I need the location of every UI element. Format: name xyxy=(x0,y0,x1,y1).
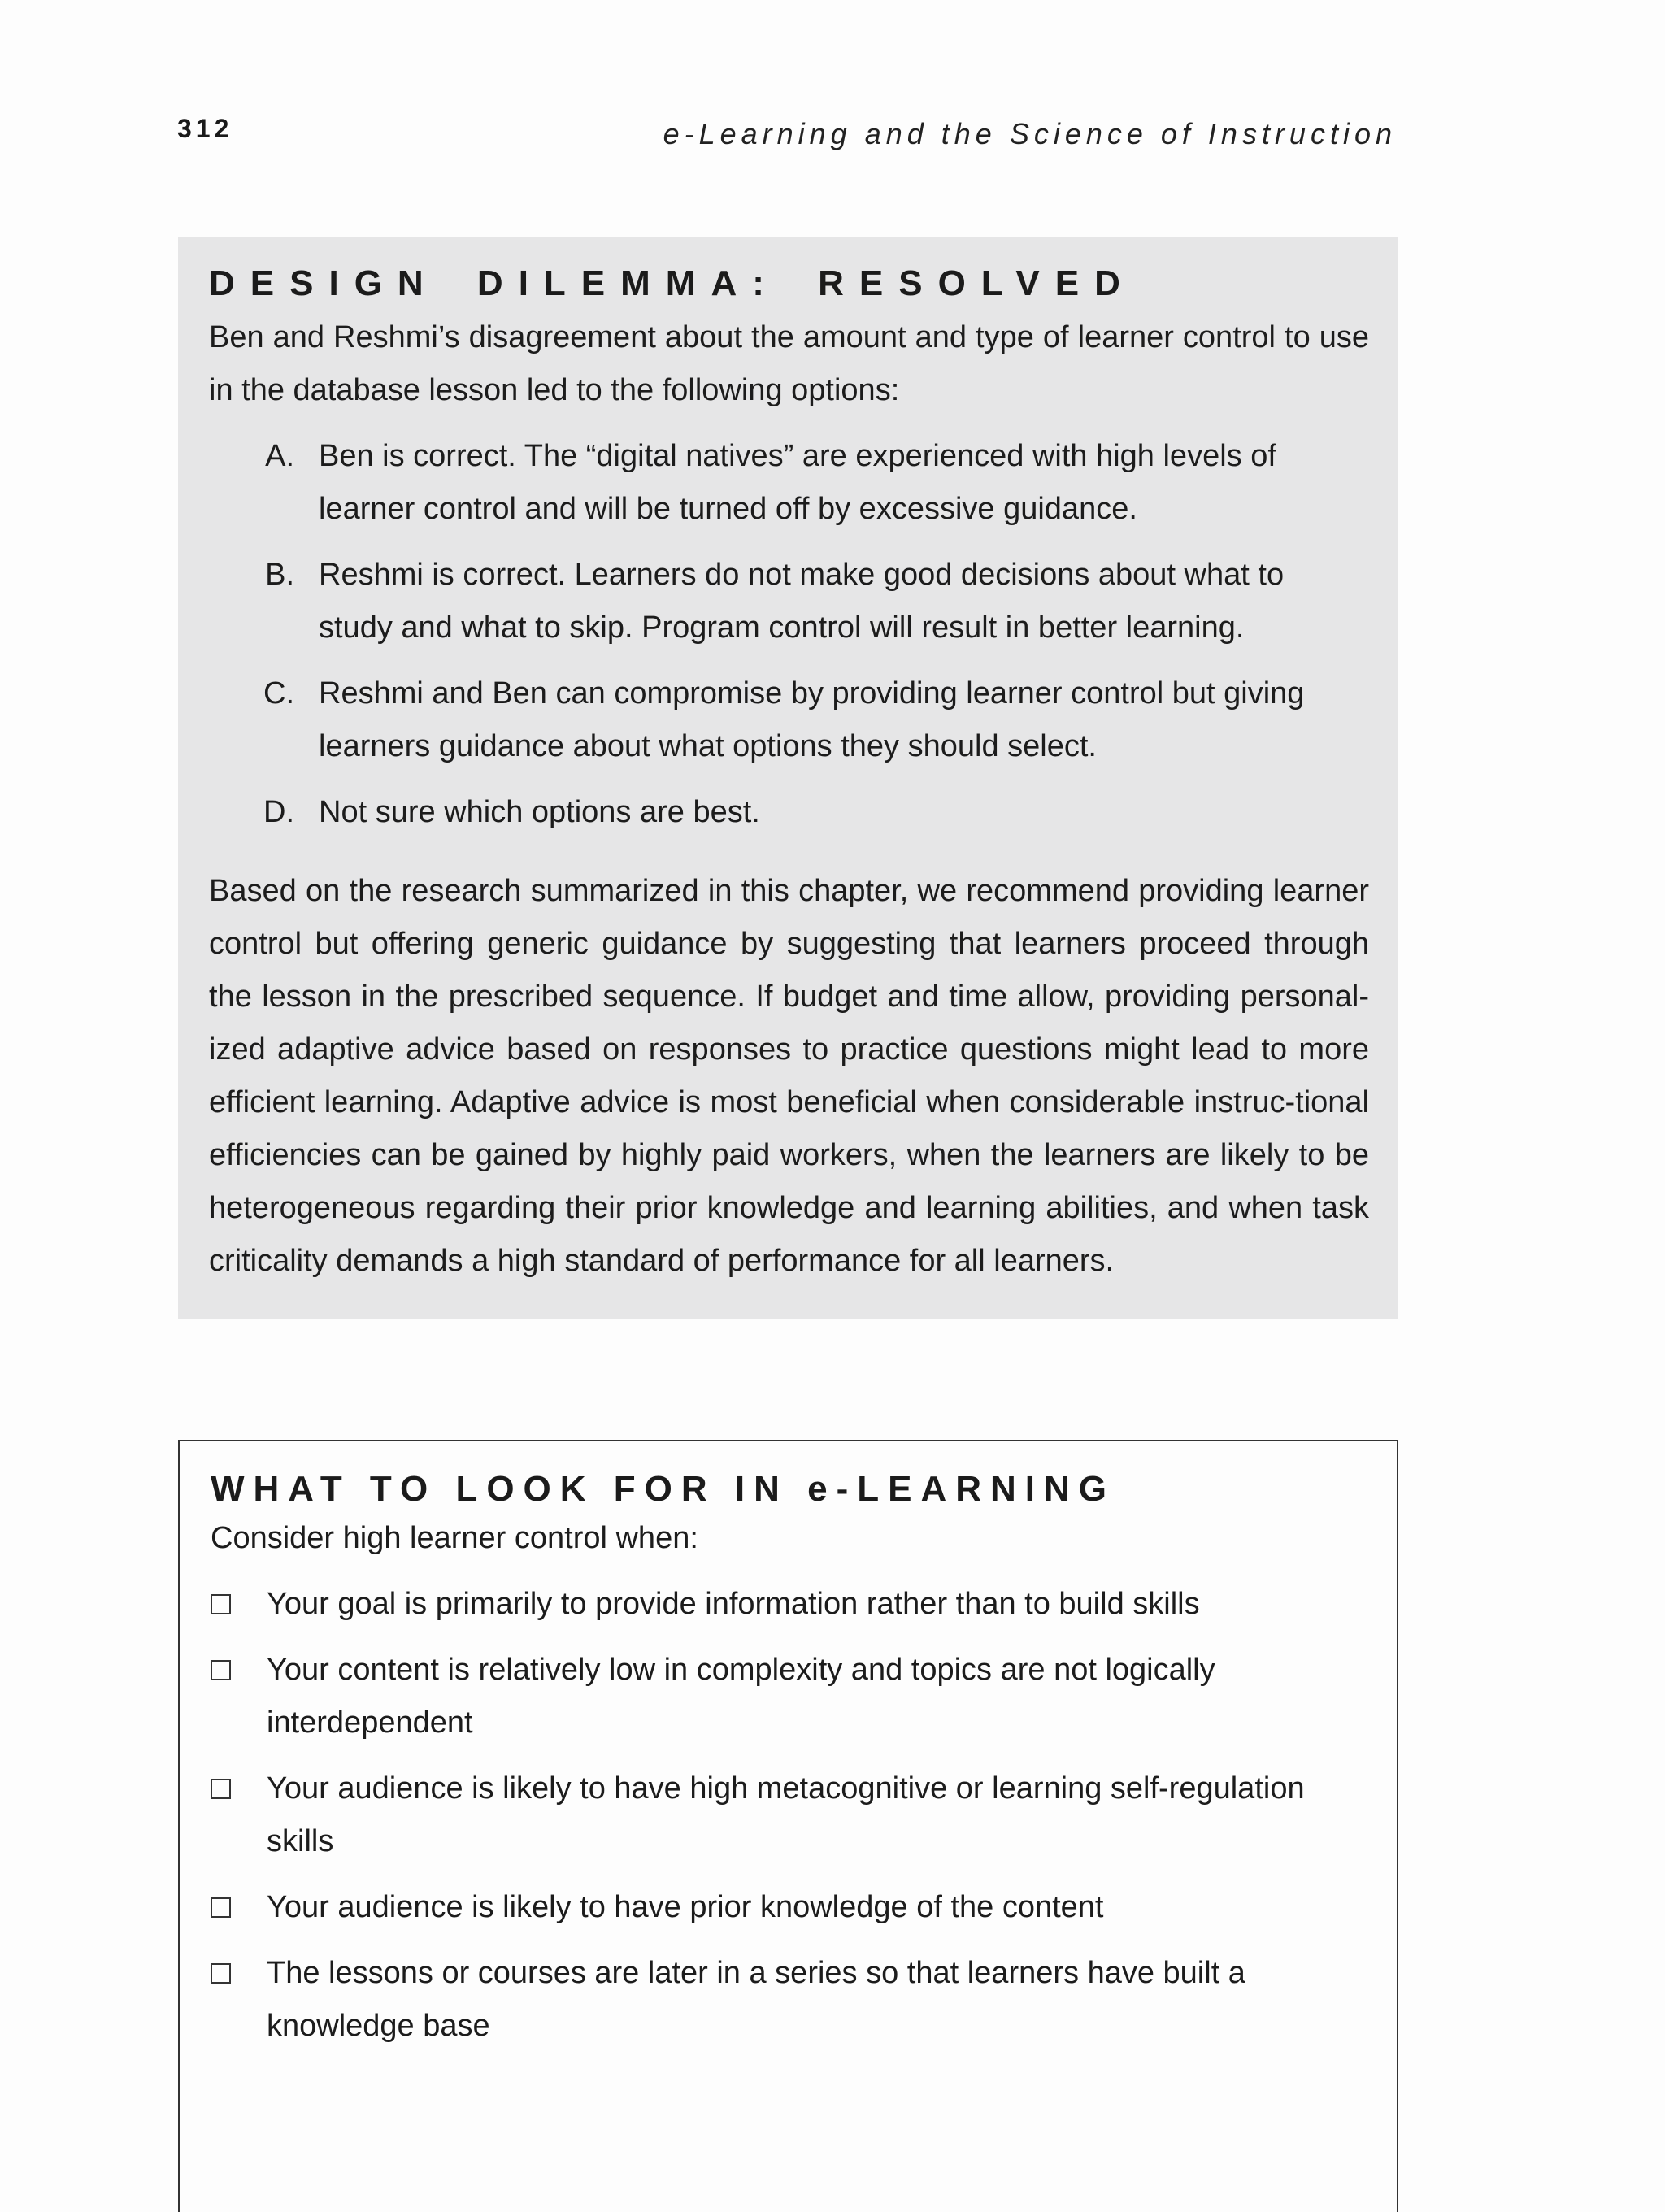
checklist-item-text: Your audience is likely to have prior knowledge of the content xyxy=(267,1890,1104,1925)
checklist-item xyxy=(211,1947,1367,2053)
checkbox-icon xyxy=(211,1779,231,1799)
option-letter: A. xyxy=(265,439,294,474)
option-item xyxy=(209,667,1369,773)
checkbox-icon xyxy=(211,1594,231,1614)
checklist-item xyxy=(211,1644,1367,1749)
checkbox-icon xyxy=(211,1963,231,1984)
running-head: e-Learning and the Science of Instruction xyxy=(663,117,1397,150)
design-dilemma-box xyxy=(178,237,1398,1319)
checkbox-icon xyxy=(211,1660,231,1680)
checkbox-icon xyxy=(211,1897,231,1918)
checklist xyxy=(211,1578,1367,2053)
option-letter: C. xyxy=(263,676,294,711)
checklist-item xyxy=(211,1881,1367,1934)
design-dilemma-heading: DESIGN DILEMMA: RESOLVED xyxy=(209,263,1136,303)
what-to-look-for-box xyxy=(178,1440,1398,2212)
checklist-item-text: Your content is relatively low in complexity and topics are not logically interdependent xyxy=(267,1653,1215,1740)
option-text: Reshmi and Ben can compromise by providing learner control but giving learners guidance about what options they should select. xyxy=(319,676,1305,764)
checklist-item-text: The lessons or courses are later in a series so that learners have built a knowledge base xyxy=(267,1956,1245,2044)
option-item xyxy=(209,430,1369,536)
checklist-item-text: Your goal is primarily to provide information rather than to build skills xyxy=(267,1587,1200,1622)
checklist-item-text: Your audience is likely to have high metacognitive or learning self-regulation skills xyxy=(267,1771,1305,1859)
option-item xyxy=(209,549,1369,654)
option-letter: B. xyxy=(265,558,294,593)
options-list xyxy=(209,430,1369,839)
design-dilemma-intro: Ben and Reshmi’s disagreement about the amount and type of learner control to use in the database lesson led to the following options: xyxy=(209,320,1369,408)
option-letter: D. xyxy=(263,795,294,830)
what-to-look-for-intro: Consider high learner control when: xyxy=(211,1521,698,1556)
what-to-look-for-heading: WHAT TO LOOK FOR IN e-LEARNING xyxy=(211,1469,1115,1509)
option-text: Reshmi is correct. Learners do not make good decisions about what to study and what to skip. Program control will result in better learning. xyxy=(319,558,1285,645)
option-text: Not sure which options are best. xyxy=(319,795,760,830)
page-number: 312 xyxy=(177,114,233,143)
option-text: Ben is correct. The “digital natives” are experienced with high levels of learner control and will be turned off by excessive guidance. xyxy=(319,439,1276,527)
checklist-item xyxy=(211,1762,1367,1868)
checklist-item xyxy=(211,1578,1367,1631)
design-dilemma-conclusion: Based on the research summarized in this chapter, we recommend providing learner control but offering generic guidance by suggesting that learners proceed through the lesson in the prescribed sequence. If budget and time allow, providing personal-ized adaptive advice based on responses to practice questions might lead to more efficient learning. Adaptive advice is most beneficial when considerable instruc-tional efficiencies can be gained by highly paid workers, when the learners are likely to be heterogeneous regarding their prior knowledge and learning abilities, and when task criticality demands a high standard of performance for all learners. xyxy=(209,874,1369,1279)
option-item xyxy=(209,786,1369,839)
